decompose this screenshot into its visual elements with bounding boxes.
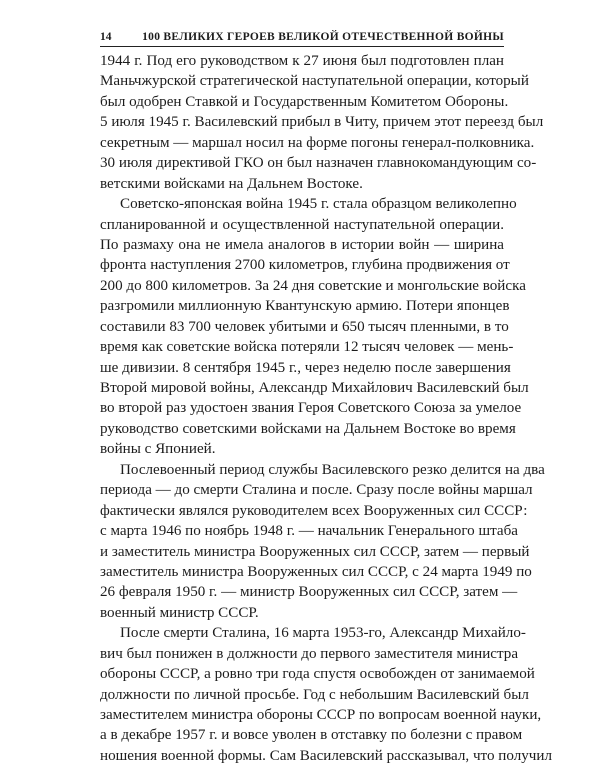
text-line: По размаху она не имела аналогов в истории войн — ширина [100, 236, 504, 253]
body-text [100, 51, 552, 766]
text-line: и заместитель министра Вооруженных сил СССР, затем — первый [100, 543, 530, 560]
text-line: 5 июля 1945 г. Василевский прибыл в Читу, причем этот переезд был [100, 114, 544, 131]
text-line: разгромили миллионную Квантунскую армию. Потери японцев [100, 298, 510, 315]
text-line: ше дивизии. 8 сентября 1945 г., через неделю после завершения [100, 359, 511, 376]
text-line: периода — до смерти Сталина и после. Сразу после войны маршал [100, 482, 533, 499]
text-line: Послевоенный период службы Василевского резко делится на два [120, 461, 545, 478]
text-line: ношения военной формы. Сам Василевский рассказывал, что получил [100, 747, 552, 764]
text-line: секретным — маршал носил на форме погоны генерал-полковника. [100, 134, 535, 151]
text-line: 200 до 800 километров. За 24 дня советские и монгольские войска [100, 277, 526, 294]
text-line: Маньчжурской стратегической наступательной операции, который [100, 73, 529, 90]
text-line: 30 июля директивой ГКО он был назначен главнокомандующим со- [100, 155, 537, 172]
text-line: Второй мировой войны, Александр Михайлович Василевский был [100, 380, 529, 396]
text-line: руководство советскими войсками на Дальнем Востоке во время [100, 420, 516, 437]
text-line: 26 февраля 1950 г. — министр Вооруженных сил СССР, затем — [100, 584, 518, 601]
text-line: фронта наступления 2700 километров, глубина продвижения от [100, 257, 510, 274]
text-line: должности по личной просьбе. Год с небольшим Василевский был [100, 686, 529, 703]
text-line: 1944 г. Под его руководством к 27 июня был подготовлен план [100, 53, 504, 69]
text-line: обороны СССР, а ровно три года спустя освобожден от занимаемой [100, 666, 535, 683]
text-line: вич был понижен в должности до первого заместителя министра [100, 645, 519, 662]
text-line: войны с Японией. [100, 441, 216, 458]
text-line: Советско-японская война 1945 г. стала образцом великолепно [120, 196, 517, 213]
text-line: а в декабре 1957 г. и вовсе уволен в отставку по болезни с правом [100, 727, 523, 744]
text-line: заместителем министра обороны СССР по вопросам военной науки, [100, 707, 542, 723]
running-head [100, 30, 504, 47]
running-title: 100 ВЕЛИКИХ ГЕРОЕВ ВЕЛИКОЙ ОТЕЧЕСТВЕННОЙ ВОЙНЫ [142, 31, 504, 43]
text-line: ветскими войсками на Дальнем Востоке. [100, 175, 363, 192]
text-line: во второй раз удостоен звания Героя Советского Союза за умелое [100, 400, 522, 417]
page-number: 14 [100, 31, 112, 43]
text-line: военный министр СССР. [100, 604, 259, 621]
text-line: фактически являлся руководителем всех Вооруженных сил СССР: [100, 502, 528, 519]
text-line: спланированной и осуществленной наступательной операции. [100, 216, 504, 233]
text-line: был одобрен Ставкой и Государственным Комитетом Обороны. [100, 93, 509, 110]
text-line: время как советские войска потеряли 12 тысяч человек — мень- [100, 339, 514, 356]
text-line: с марта 1946 по ноябрь 1948 г. — начальник Генерального штаба [100, 523, 518, 540]
text-line: После смерти Сталина, 16 марта 1953-го, Александр Михайло- [120, 625, 526, 642]
text-line: заместитель министра Вооруженных сил СССР, с 24 марта 1949 по [100, 563, 532, 580]
text-line: составили 83 700 человек убитыми и 650 тысяч пленными, в то [100, 318, 509, 335]
